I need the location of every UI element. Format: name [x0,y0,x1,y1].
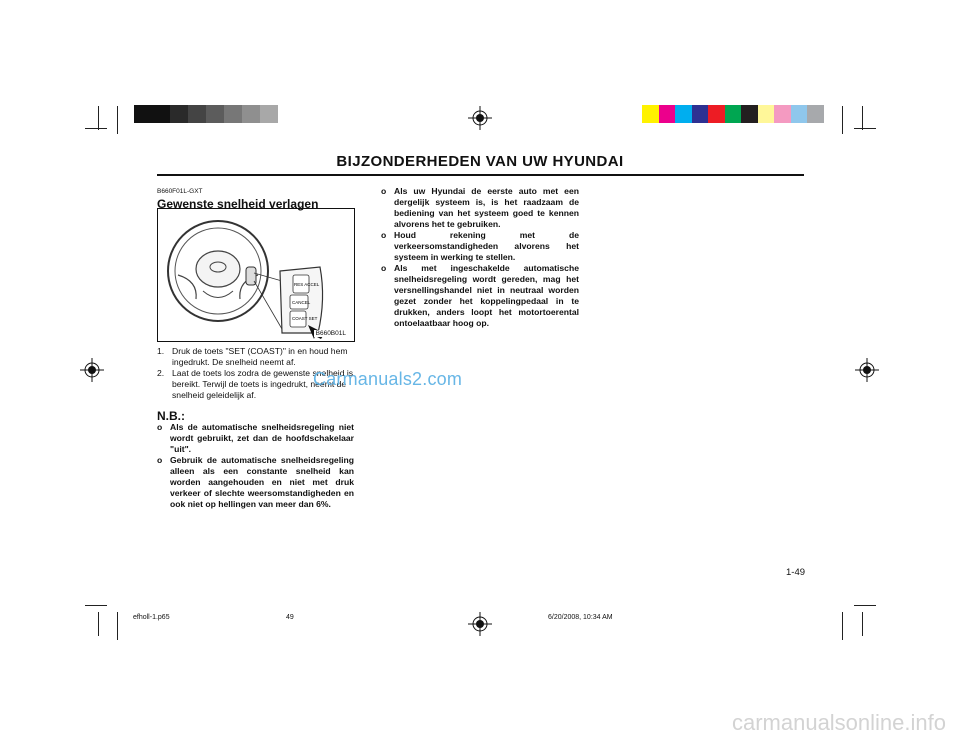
footer-file: efholl-1.p65 [133,614,170,621]
note-item [157,455,354,510]
carmanuals-watermark: Carmanuals2.com [313,369,463,389]
registration-target-icon [468,106,492,130]
header-rule [157,174,804,176]
gray-swatch [224,105,242,123]
bullet-mark: o [381,186,387,196]
step-text: Laat de toets los zodra de gewenste snelheid is bereikt. Terwijl de toets is ingedrukt, neemt de snelheid geleidelijk af. [172,368,354,400]
note-list-right [381,186,579,329]
bullet-mark: o [157,455,163,465]
color-swatch [642,105,659,123]
color-swatch [741,105,758,123]
color-swatch [708,105,725,123]
steering-wheel-illustration [158,209,354,341]
gray-swatch [170,105,188,123]
bullet-mark: o [157,422,163,432]
gray-swatch [206,105,224,123]
res-accel-label: RES ACCEL [294,282,320,287]
gray-swatch [134,105,152,123]
note-item [157,422,354,455]
note-item [381,263,579,329]
note-text: Als uw Hyundai de eerste auto met een dergelijk systeem is, is het raadzaam de bediening van het systeem goed te kennen alvorens het te gebruiken. [394,186,579,229]
note-text: Gebruik de automatische snelheidsregeling alleen als een constante snelheid kan worden aangehouden en niet met druk verkeer of slechte weersomstandigheden en ook niet op hellingen van meer dan 6%. [170,455,354,509]
registration-target-icon [80,358,104,382]
note-text: Als de automatische snelheidsregeling niet wordt gebruikt, zet dan de hoofdschakelaar "uit". [170,422,354,454]
footer-datetime: 6/20/2008, 10:34 AM [548,614,613,621]
gray-swatch [260,105,278,123]
color-swatch [774,105,791,123]
footer-page: 49 [286,614,294,621]
gray-swatch [242,105,260,123]
note-title: N.B.: [157,409,185,423]
registration-target-icon [855,358,879,382]
note-text: Als met ingeschakelde automatische snelheidsregeling wordt gereden, mag het versnellingshandel niet in neutraal worden gezet zonder het koppelingpedaal in te drukken, anders loopt het motortoerental ontoelaatbaar hoog op. [394,263,579,328]
section-title: Gewenste snelheid verlagen [157,197,319,211]
page-header-title: BIJZONDERHEDEN VAN UW HYUNDAI [336,153,624,170]
bullet-mark: o [381,230,387,240]
figure-label: B660B01L [315,330,346,337]
cancel-label: CANCEL [292,300,311,305]
section-code: B660F01L-GXT [157,188,203,195]
note-text: Houd rekening met de verkeersomstandigheden alvorens het systeem in werking te stellen. [394,230,579,262]
gray-swatch [152,105,170,123]
color-swatch [807,105,824,123]
color-swatch [791,105,808,123]
coast-set-label: COAST SET [292,316,318,321]
step-text: Druk de toets "SET (COAST)" in en houd hem ingedrukt. De snelheid neemt af. [172,346,348,367]
site-watermark: carmanualsonline.info [731,710,946,735]
step-number: 1. [157,346,165,356]
page-number: 1-49 [786,567,806,578]
color-swatch [725,105,742,123]
bullet-mark: o [381,263,387,273]
step-item [157,346,354,368]
color-swatch [675,105,692,123]
note-item [381,186,579,230]
color-swatch [659,105,676,123]
step-number: 2. [157,368,165,378]
registration-target-icon [468,612,492,636]
steering-wheel-figure [157,208,355,342]
note-item [381,230,579,263]
note-list-left [157,422,354,510]
gray-swatch [188,105,206,123]
color-swatch [692,105,709,123]
color-swatch [758,105,775,123]
